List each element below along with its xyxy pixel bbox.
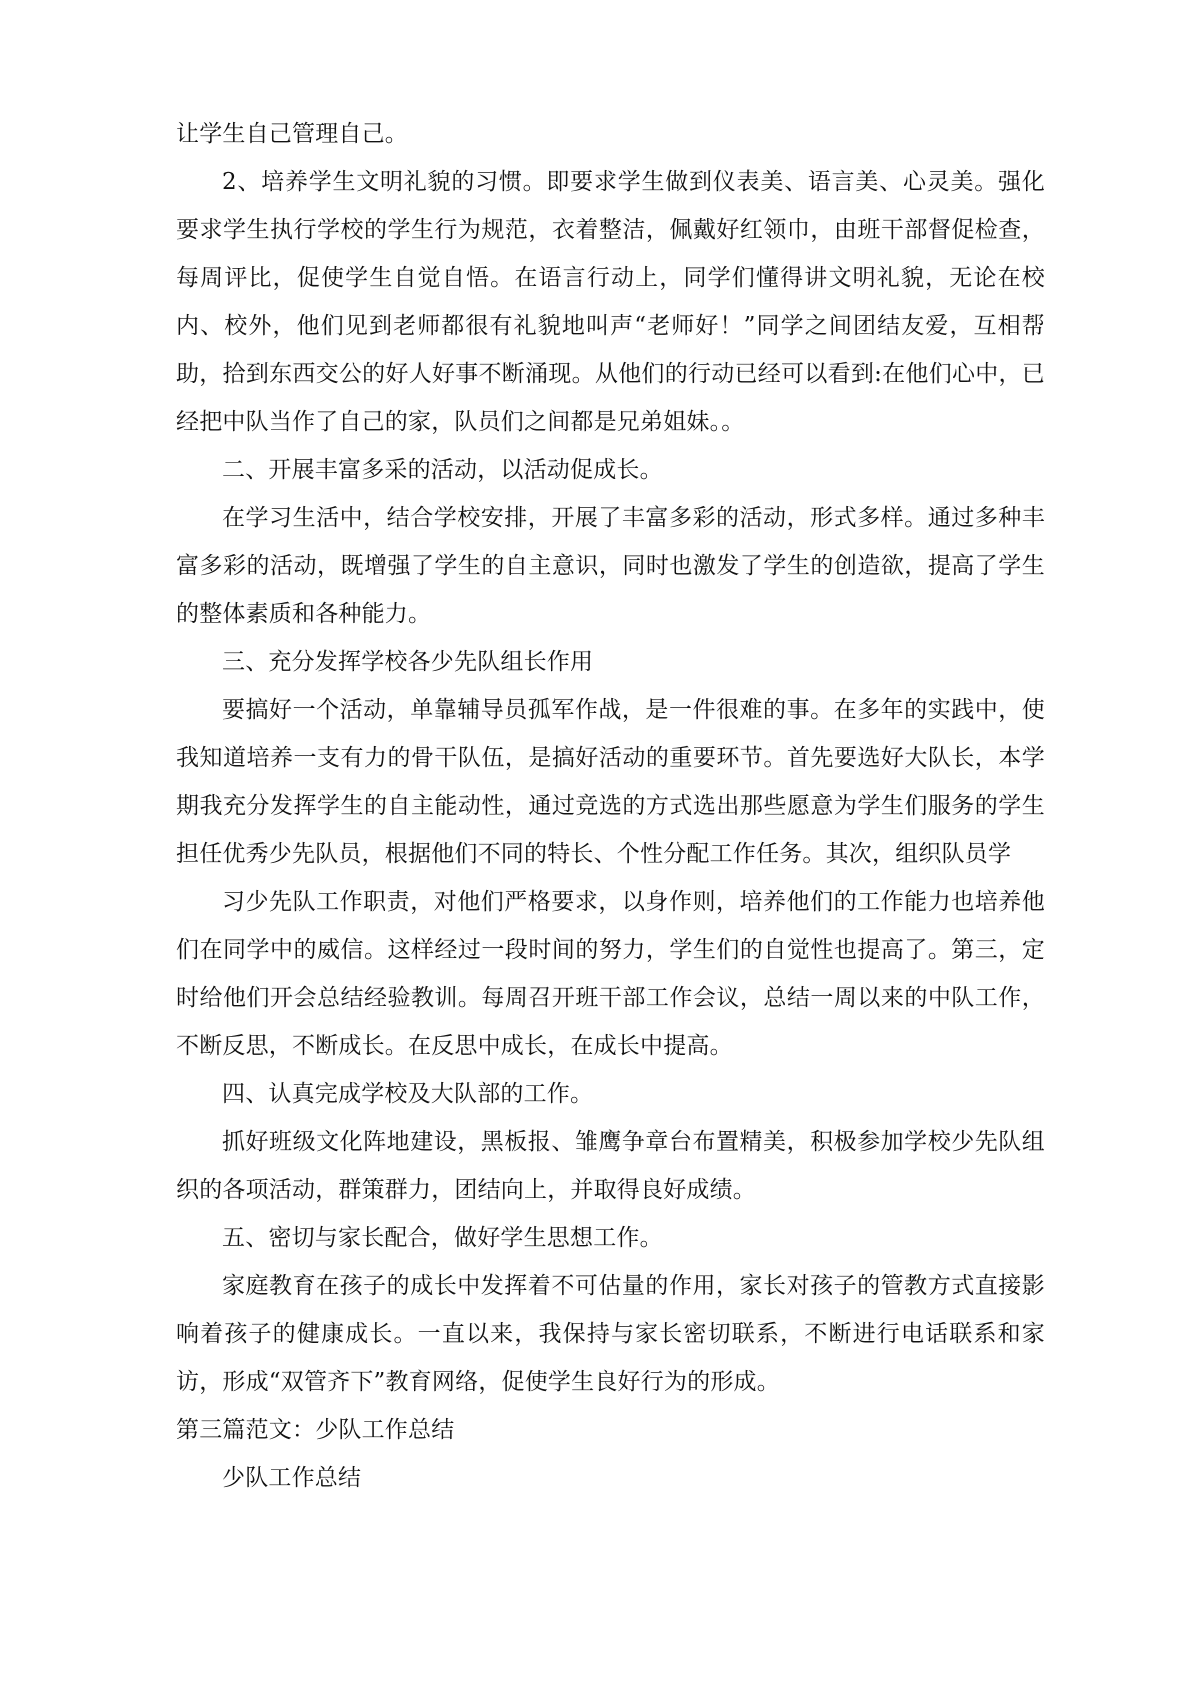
paragraph-continuation: 让学生自己管理自己。 [176,121,408,147]
heading-summary-title: 少队工作总结 [222,1465,362,1491]
paragraph-backbone-team: 要搞好一个活动，单靠辅导员孤军作战，是一件很难的事。在多年的实践中，使我知道培养一支有力的骨干队伍，是搞好活动的重要环节。首先要选好大队长，本学期我充分发挥学生的自主能动性，通过竞选的方式选出那些愿意为学生们服务的学生担任优秀少先队员，根据他们不同的特长、个性分配工作任务。其次，组织队员学 [176,697,1045,867]
heading-section-five: 五、密切与家长配合，做好学生思想工作。 [222,1225,663,1251]
heading-section-four: 四、认真完成学校及大队部的工作。 [222,1081,594,1107]
heading-section-two: 二、开展丰富多采的活动，以活动促成长。 [222,457,663,483]
paragraph-duties-training: 习少先队工作职责，对他们严格要求，以身作则，培养他们的工作能力也培养他们在同学中的威信。这样经过一段时间的努力，学生们的自觉性也提高了。第三，定时给他们开会总结经验教训。每周召开班干部工作会议，总结一周以来的中队工作，不断反思，不断成长。在反思中成长，在成长中提高。 [176,889,1045,1059]
paragraph-civility-habits: 2、培养学生文明礼貌的习惯。即要求学生做到仪表美、语言美、心灵美。强化要求学生执行学校的学生行为规范，衣着整洁，佩戴好红领巾，由班干部督促检查，每周评比，促使学生自觉自悟。在语言行动上，同学们懂得讲文明礼貌，无论在校内、校外，他们见到老师都很有礼貌地叫声“老师好！”同学之间团结友爱，互相帮助，拾到东西交公的好人好事不断涌现。从他们的行动已经可以看到:在他们心中，已经把中队当作了自己的家，队员们之间都是兄弟姐妹。。 [176,169,1045,435]
paragraph-class-culture: 抓好班级文化阵地建设，黑板报、雏鹰争章台布置精美，积极参加学校少先队组织的各项活动，群策群力，团结向上，并取得良好成绩。 [176,1129,1045,1203]
paragraph-activities: 在学习生活中，结合学校安排，开展了丰富多彩的活动，形式多样。通过多种丰富多彩的活动，既增强了学生的自主意识，同时也激发了学生的创造欲，提高了学生的整体素质和各种能力。 [176,505,1045,627]
heading-third-sample: 第三篇范文：少队工作总结 [176,1417,455,1443]
heading-section-three: 三、充分发挥学校各少先队组长作用 [222,649,594,675]
paragraph-family-education: 家庭教育在孩子的成长中发挥着不可估量的作用，家长对孩子的管教方式直接影响着孩子的健康成长。一直以来，我保持与家长密切联系，不断进行电话联系和家访，形成“双管齐下”教育网络，促使学生良好行为的形成。 [176,1273,1045,1395]
